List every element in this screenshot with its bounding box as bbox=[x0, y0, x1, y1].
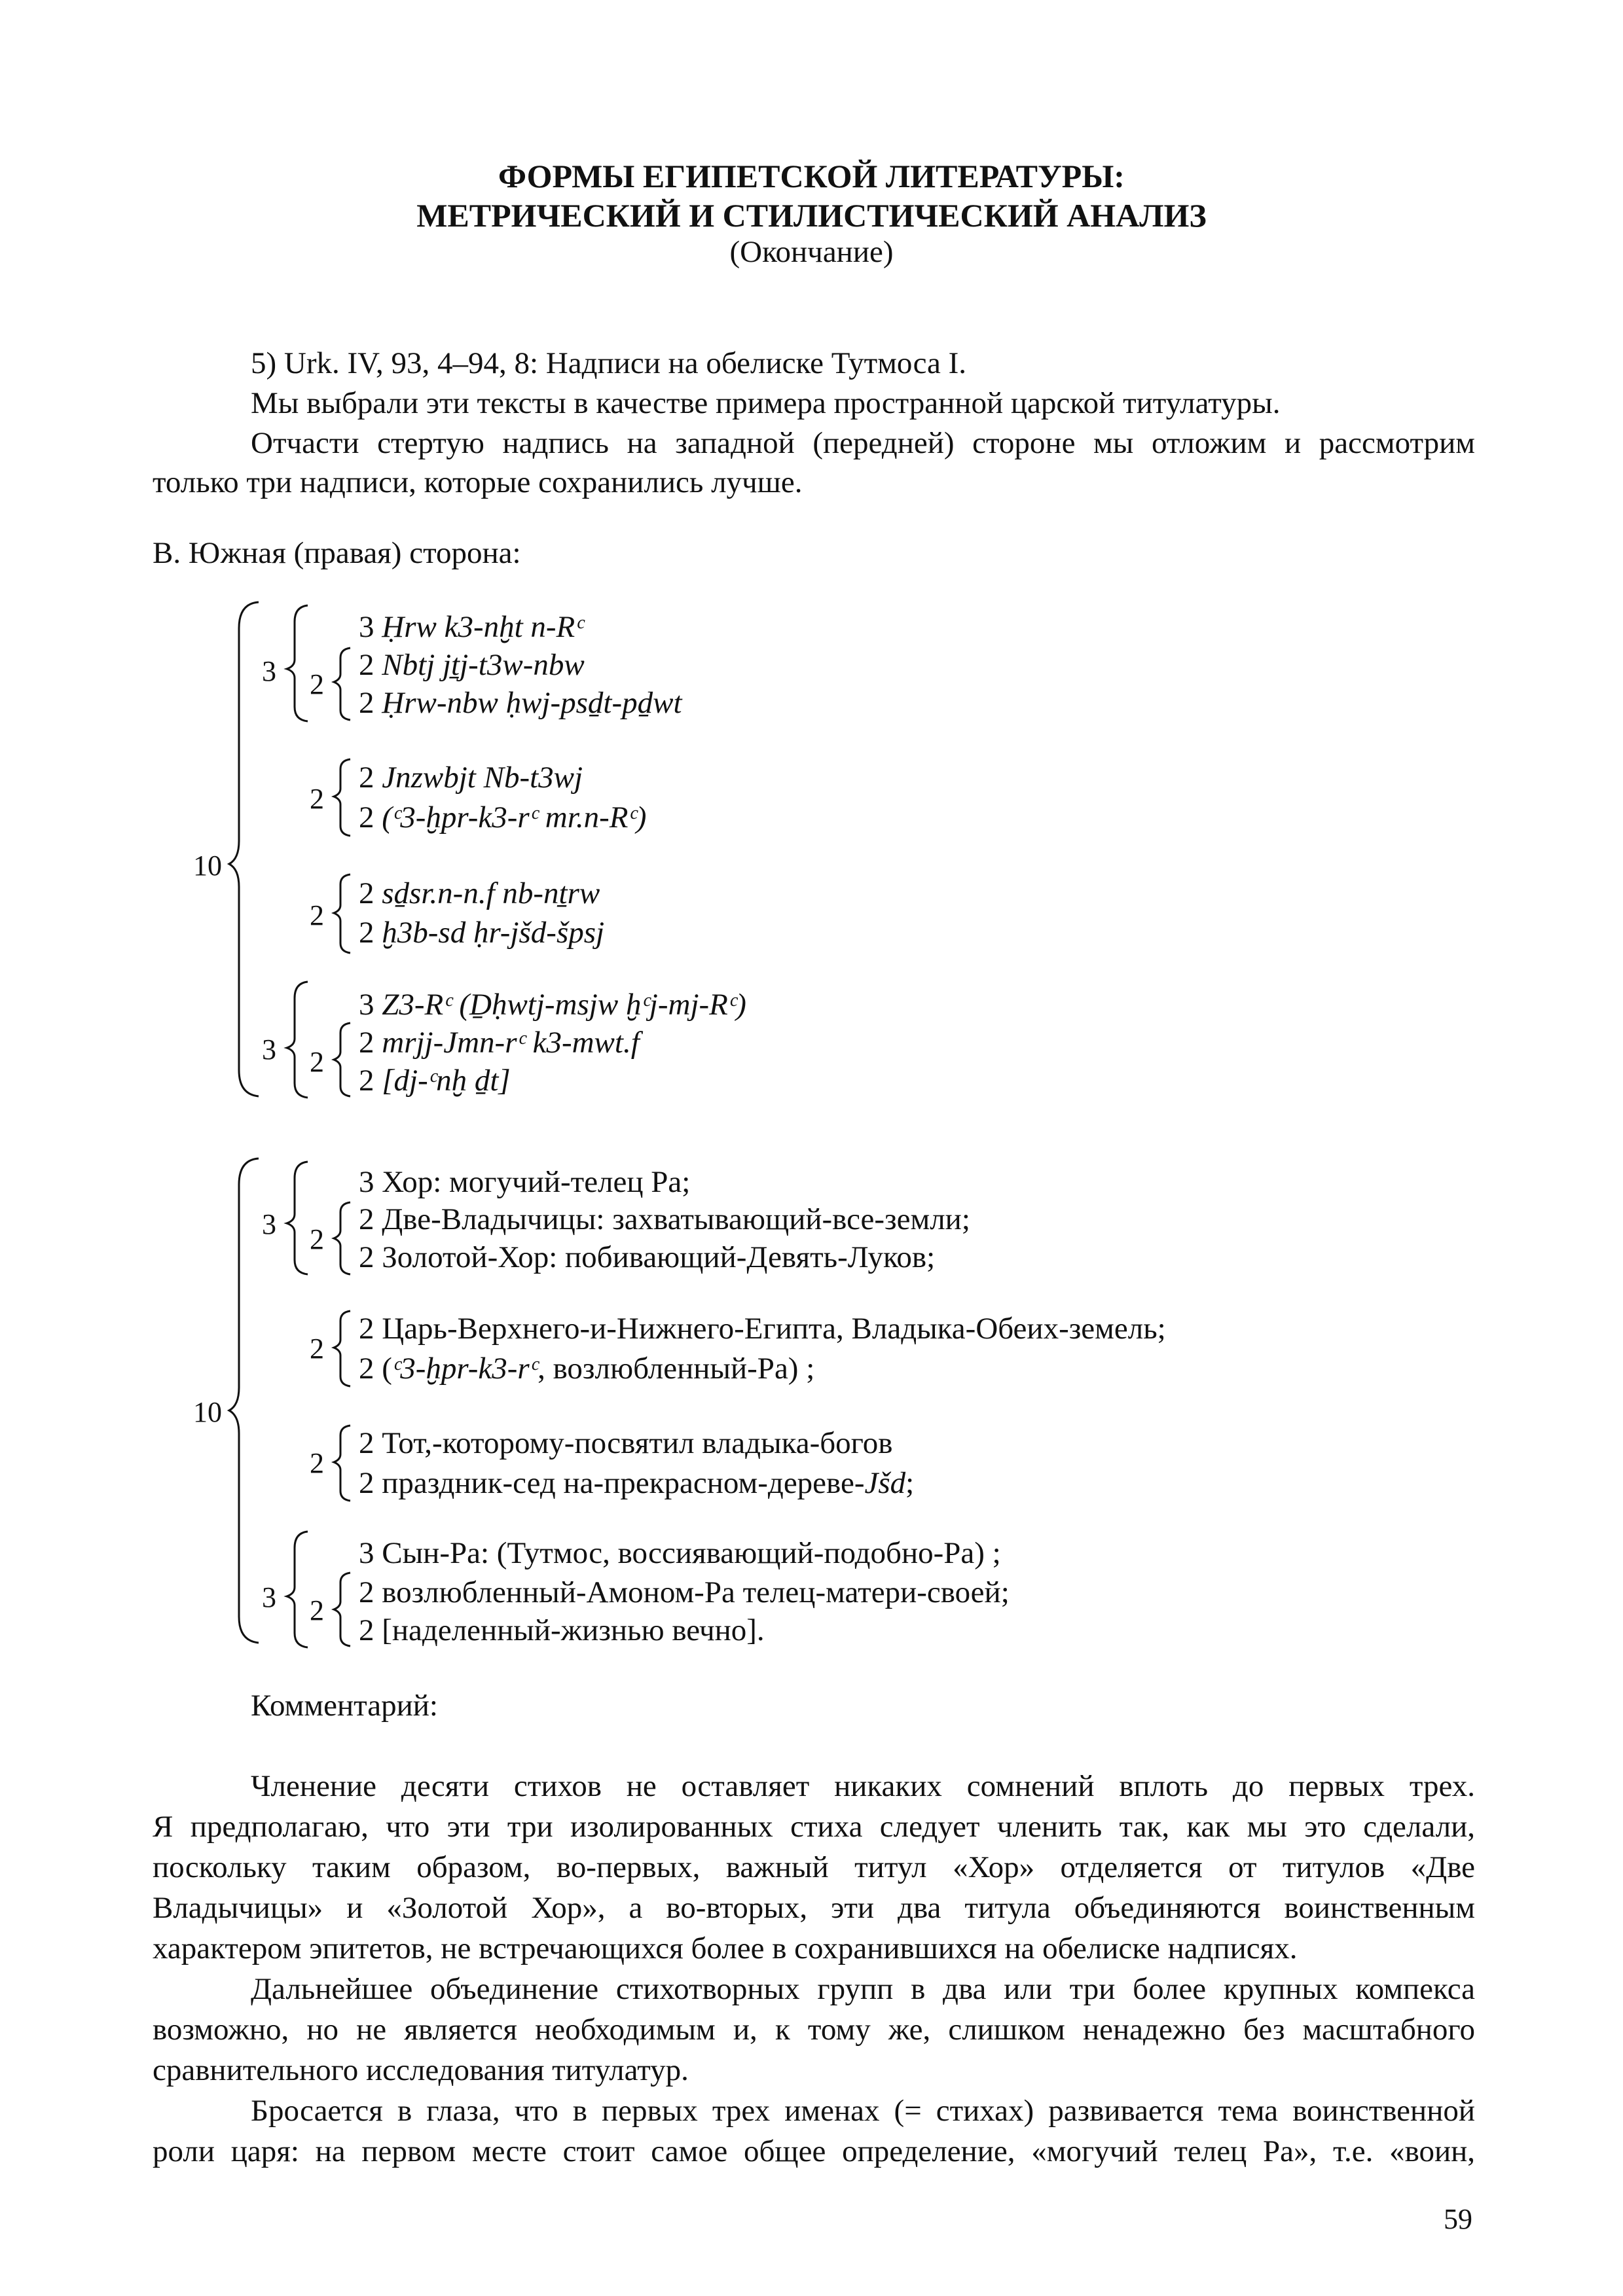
paragraph-3-line: Бросается в глаза, что в первых трех именах (= стихах) развивается тема воинственной bbox=[251, 2094, 1475, 2128]
translit-line: 3 Ḥrw k3-nḫt n-Rᶜ bbox=[359, 610, 583, 644]
section-heading: B. Южная (правая) сторона: bbox=[153, 536, 521, 570]
translit-line: 2 mrjj-Jmn-rᶜ k3-mwt.f bbox=[359, 1026, 640, 1060]
translit-group-4-sub: 2 bbox=[310, 1046, 324, 1078]
translit-line: 2 Jnzwbjt Nb-t3wj bbox=[359, 761, 583, 795]
translation-group-1-count: 3 bbox=[262, 1208, 276, 1240]
translation-group-2-sub: 2 bbox=[310, 1333, 324, 1365]
translation-line: 3 Сын-Ра: (Тутмос, воссиявающий-подобно-Ра) ; bbox=[359, 1536, 1001, 1570]
translation-line: 3 Хор: могучий-телец Ра; bbox=[359, 1165, 691, 1199]
subtitle: (Окончание) bbox=[729, 235, 894, 269]
paragraph-2-line: Дальнейшее объединение стихотворных групп в два или три более крупных компекса bbox=[251, 1972, 1475, 2006]
translation-line: 2 возлюбленный-Амоном-Ра телец-матери-своей; bbox=[359, 1575, 1010, 1609]
paragraph-2-line: возможно, но не является необходимым и, к тому же, слишком ненадежно без масштабного bbox=[153, 2013, 1475, 2047]
translation-line: 2 Золотой-Хор: побивающий-Девять-Луков; bbox=[359, 1240, 936, 1274]
paragraph-1-line: поскольку таким образом, во-первых, важный титул «Хор» отделяется от титулов «Две bbox=[153, 1850, 1475, 1884]
paragraph-1-line: Я предполагаю, что эти три изолированных стиха следует членить так, как мы это сделали, bbox=[153, 1810, 1475, 1844]
translit-line: 2 (ᶜ3-ḫpr-k3-rᶜ mr.n-Rᶜ) bbox=[359, 800, 647, 834]
translation-group-4-sub: 2 bbox=[310, 1594, 324, 1626]
paragraph-1-line: характером эпитетов, не встречающихся более в сохранившихся на обелиске надписях. bbox=[153, 1931, 1298, 1965]
title-line-1: ФОРМЫ ЕГИПЕТСКОЙ ЛИТЕРАТУРЫ: bbox=[498, 158, 1125, 194]
page-number: 59 bbox=[1444, 2203, 1472, 2235]
translation-line: 2 Царь-Верхнего-и-Нижнего-Египта, Владыка-Обеих-земель; bbox=[359, 1312, 1166, 1346]
translation-line: 2 Две-Владычицы: захватывающий-все-земли; bbox=[359, 1202, 970, 1236]
translit-line: 2 Nbtj jṯj-t3w-nbw bbox=[359, 648, 585, 682]
translit-group-1-sub: 2 bbox=[310, 668, 324, 700]
translation-line: 2 праздник-сед на-прекрасном-дереве-Jšd; bbox=[359, 1466, 915, 1500]
intro-line-2: Мы выбрали эти тексты в качестве примера пространной царской титулатуры. bbox=[251, 386, 1281, 420]
translit-total-count: 10 bbox=[193, 850, 222, 882]
paragraph-3-line: роли царя: на первом месте стоит самое общее определение, «могучий телец Ра», т.е. «воин, bbox=[153, 2134, 1475, 2168]
translit-group-3-sub: 2 bbox=[310, 899, 324, 931]
translit-group-4-count: 3 bbox=[262, 1033, 276, 1066]
translation-line: 2 [наделенный-жизнью вечно]. bbox=[359, 1613, 765, 1647]
paragraph-1-line: Владычицы» и «Золотой Хор», а во-вторых, эти два титула объединяются воинственным bbox=[153, 1891, 1475, 1925]
translation-group-4-count: 3 bbox=[262, 1581, 276, 1613]
translit-group-2-sub: 2 bbox=[310, 783, 324, 815]
intro-line-3: Отчасти стертую надпись на западной (передней) стороне мы отложим и рассмотрим bbox=[251, 426, 1475, 460]
intro-line-4: только три надписи, которые сохранились лучше. bbox=[153, 465, 803, 499]
title-line-2: МЕТРИЧЕСКИЙ И СТИЛИСТИЧЕСКИЙ АНАЛИЗ bbox=[416, 197, 1207, 234]
comment-heading: Комментарий: bbox=[251, 1689, 438, 1723]
translation-group-3-sub: 2 bbox=[310, 1447, 324, 1479]
translation-group-1-sub: 2 bbox=[310, 1223, 324, 1255]
translit-line: 2 Ḥrw-nbw ḥwj-psḏt-pḏwt bbox=[359, 686, 682, 720]
translit-line: 2 [dj-ᶜnḫ ḏt] bbox=[359, 1064, 511, 1098]
intro-line-1: 5) Urk. IV, 93, 4–94, 8: Надписи на обелиске Тутмоса I. bbox=[251, 346, 967, 380]
translit-line: 3 Z3-Rᶜ (Ḏḥwtj-msjw ḫᶜj-mj-Rᶜ) bbox=[359, 988, 746, 1022]
translit-line: 2 sḏsr.n-n.f nb-nṯrw bbox=[359, 876, 600, 910]
paragraph-1-line: Членение десяти стихов не оставляет никаких сомнений вплоть до первых трех. bbox=[251, 1769, 1475, 1803]
translit-line: 2 ḫ3b-sd ḥr-jšd-špsj bbox=[359, 916, 605, 950]
translation-line: 2 Тот,-которому-посвятил владыка-богов bbox=[359, 1426, 893, 1460]
translation-total-count: 10 bbox=[193, 1396, 222, 1428]
translit-group-1-count: 3 bbox=[262, 655, 276, 687]
translation-line: 2 (ᶜ3-ḫpr-k3-rᶜ, возлюбленный-Ра) ; bbox=[359, 1352, 815, 1386]
paragraph-2-line: сравнительного исследования титулатур. bbox=[153, 2053, 689, 2087]
